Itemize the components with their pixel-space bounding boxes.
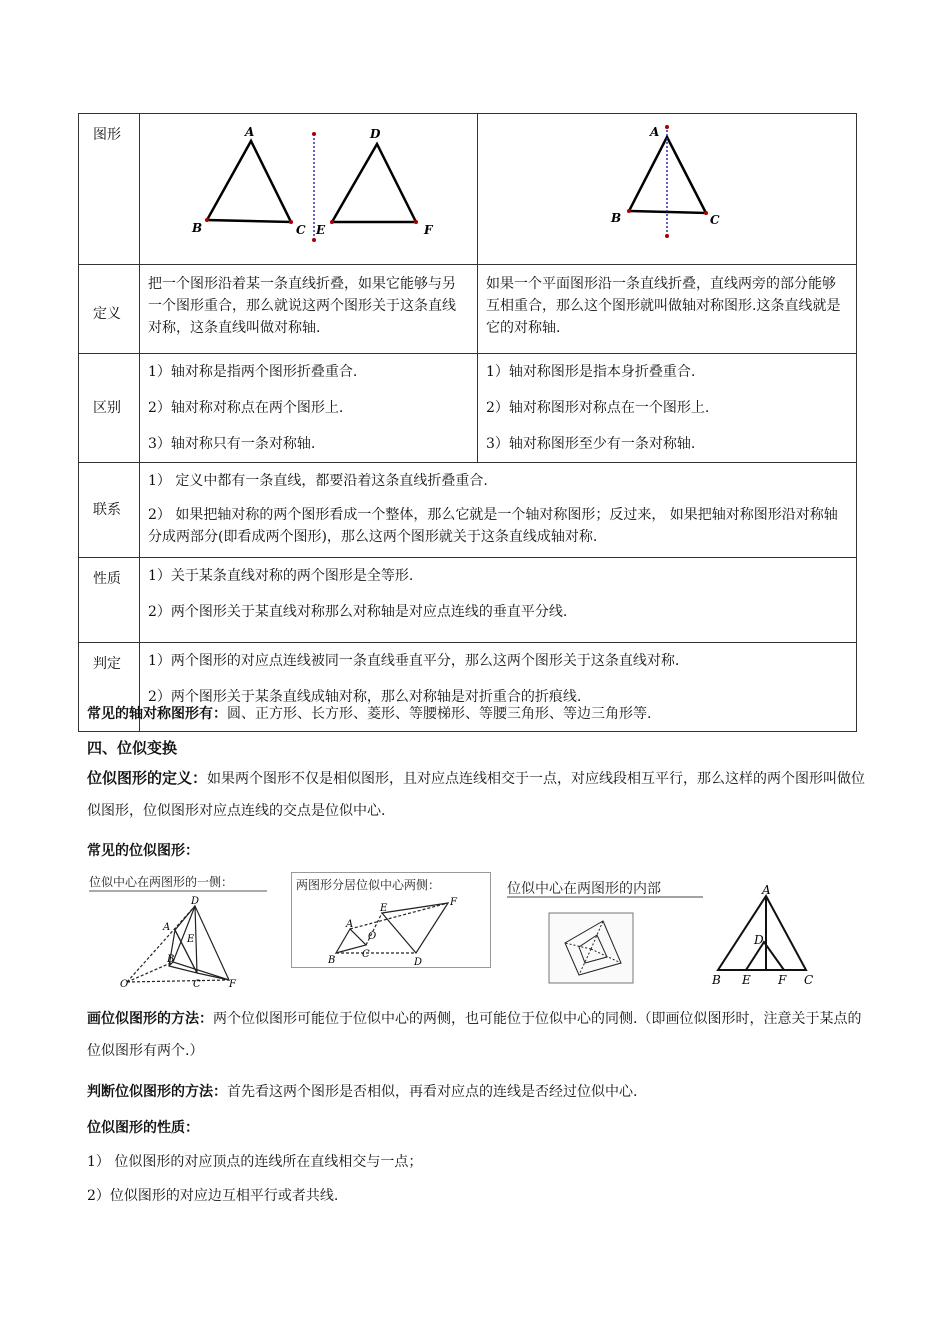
link-item-2: 2） 如果把轴对称的两个图形看成一个整体，那么它就是一个轴对称图形；反过来， 如果把轴对称图形沿对称轴分成两部分(即看成两个图形)，那么这两个图形就关于这条直线成轴对称. xyxy=(148,507,838,545)
row-label: 判定 xyxy=(79,643,140,732)
two-symmetric-triangles-diagram xyxy=(140,114,478,254)
fig4-label-E: E xyxy=(742,973,751,987)
judge-method-line xyxy=(87,1081,637,1101)
row-label: 图形 xyxy=(79,114,140,265)
fig2-label-D: D xyxy=(414,957,423,967)
label-A: A xyxy=(650,125,660,139)
diff-left-1: 1）轴对称是指两个图形折叠重合. xyxy=(148,364,358,380)
label-D: D xyxy=(370,127,381,141)
fig1-label-A: A xyxy=(163,922,171,933)
diff-right-1: 1）轴对称图形是指本身折叠重合. xyxy=(486,364,696,380)
fig2-label-C: C xyxy=(362,949,370,960)
definition-title: 位似图形的定义： xyxy=(87,769,208,787)
figure-two-triangles xyxy=(140,114,478,265)
example-figure-1 xyxy=(87,870,277,990)
property-item-1: 1）关于某条直线对称的两个图形是全等形. xyxy=(148,568,414,584)
table-row xyxy=(79,354,857,463)
judge-method-text: 首先看这两个图形是否相似，再看对应点的连线是否经过位似中心. xyxy=(227,1084,638,1100)
diff-right-2: 2）轴对称图形对称点在一个图形上. xyxy=(486,400,710,416)
common-axis-title: 常见的轴对称图形有： xyxy=(87,706,227,722)
figure-1-caption: 位似中心在两图形的一侧： xyxy=(89,875,234,889)
definition-left: 把一个图形沿着某一条直线折叠，如果它能够与另一个图形重合，那么就说这两个图形关于这条直线对称，这条直线叫做对称轴. xyxy=(148,276,456,336)
row-label: 联系 xyxy=(79,463,140,558)
example-figure-2 xyxy=(291,872,491,968)
fig1-label-D: D xyxy=(191,896,200,907)
fig1-label-C: C xyxy=(193,979,201,990)
common-axis-text: 圆、正方形、长方形、菱形、等腰梯形、等腰三角形、等边三角形等. xyxy=(227,706,652,722)
label-B: B xyxy=(611,211,622,225)
label-A: A xyxy=(245,125,255,139)
properties-title: 位似图形的性质： xyxy=(87,1120,199,1136)
row-label: 定义 xyxy=(79,265,140,354)
properties-item-1: 1） 位似图形的对应顶点的连线所在直线相交与一点； xyxy=(87,1154,423,1170)
label-B: B xyxy=(192,221,203,235)
fig4-label-C: C xyxy=(804,973,814,987)
diff-left-2: 2）轴对称对称点在两个图形上. xyxy=(148,400,344,416)
table-row xyxy=(79,558,857,643)
axis-symmetric-triangle-diagram xyxy=(478,114,857,254)
comparison-table xyxy=(78,113,857,732)
fig2-label-E: E xyxy=(380,903,388,914)
criterion-item-1: 1）两个图形的对应点连线被同一条直线垂直平分，那么这两个图形关于这条直线对称. xyxy=(148,653,680,669)
fig4-label-A: A xyxy=(762,884,771,897)
label-C: C xyxy=(296,223,306,237)
example-figure-4 xyxy=(708,884,824,988)
figure-2-caption: 两图形分居位似中心两侧： xyxy=(296,878,441,892)
draw-method-title: 画位似图形的方法： xyxy=(87,1011,213,1027)
fig4-label-F: F xyxy=(778,973,787,987)
table-row xyxy=(79,265,857,354)
common-axis-line xyxy=(87,703,651,723)
label-F: F xyxy=(424,223,433,237)
fig2-label-O: O xyxy=(368,931,377,942)
figure-3-caption: 位似中心在两图形的内部 xyxy=(507,881,661,897)
property-item-2: 2）两个图形关于某直线对称那么对称轴是对应点连线的垂直平分线. xyxy=(148,604,568,620)
fig2-label-B: B xyxy=(328,955,336,966)
fig1-label-B: B xyxy=(167,954,175,965)
homothety-two-sides-diagram xyxy=(292,873,490,967)
homothety-inside-diagram xyxy=(505,877,705,987)
definition-right: 如果一个平面图形沿一条直线折叠，直线两旁的部分能够互相重合，那么这个图形就叫做轴对称图形.这条直线就是它的对称轴. xyxy=(486,276,841,336)
homothety-one-side-diagram xyxy=(87,870,277,990)
common-similar-title: 常见的位似图形： xyxy=(87,843,199,859)
fig4-label-D: D xyxy=(754,933,764,947)
section-heading: 四、位似变换 xyxy=(87,739,178,757)
definition-paragraph xyxy=(87,762,867,827)
draw-method-text: 两个位似图形可能位于位似中心的两侧，也可能位于位似中心的同侧.（即画位似图形时，注意关于某点的位似图形有两个.） xyxy=(87,1011,862,1059)
row-label: 区别 xyxy=(79,354,140,463)
table-row xyxy=(79,114,857,265)
criterion-item-2: 2）两个图形关于某条直线成轴对称，那么对称轴是对折重合的折痕线. xyxy=(148,689,582,705)
fig1-label-F: F xyxy=(229,979,236,990)
row-label: 性质 xyxy=(79,558,140,643)
diff-left-3: 3）轴对称只有一条对称轴. xyxy=(148,436,316,452)
definition-text: 如果两个图形不仅是相似图形，且对应点连线相交于一点，对应线段相互平行，那么这样的两个图形叫做位似图形，位似图形对应点连线的交点是位似中心. xyxy=(87,771,866,819)
fig1-label-E: E xyxy=(187,934,195,945)
fig4-label-B: B xyxy=(712,973,721,987)
link-item-1: 1） 定义中都有一条直线，都要沿着这条直线折叠重合. xyxy=(148,473,488,489)
example-figure-3 xyxy=(505,877,705,987)
diff-right-3: 3）轴对称图形至少有一条对称轴. xyxy=(486,436,696,452)
fig2-label-F: F xyxy=(450,897,457,908)
properties-item-2: 2）位似图形的对应边互相平行或者共线. xyxy=(87,1188,339,1204)
draw-method-paragraph xyxy=(87,1003,867,1067)
fig2-label-A: A xyxy=(346,919,354,930)
fig1-label-O: O xyxy=(120,979,129,990)
label-C: C xyxy=(710,213,720,227)
label-E: E xyxy=(316,223,326,237)
homothety-nested-triangles-diagram xyxy=(708,884,824,988)
figure-isosceles-triangle xyxy=(478,114,857,265)
table-row xyxy=(79,463,857,558)
judge-method-title: 判断位似图形的方法： xyxy=(87,1084,227,1100)
